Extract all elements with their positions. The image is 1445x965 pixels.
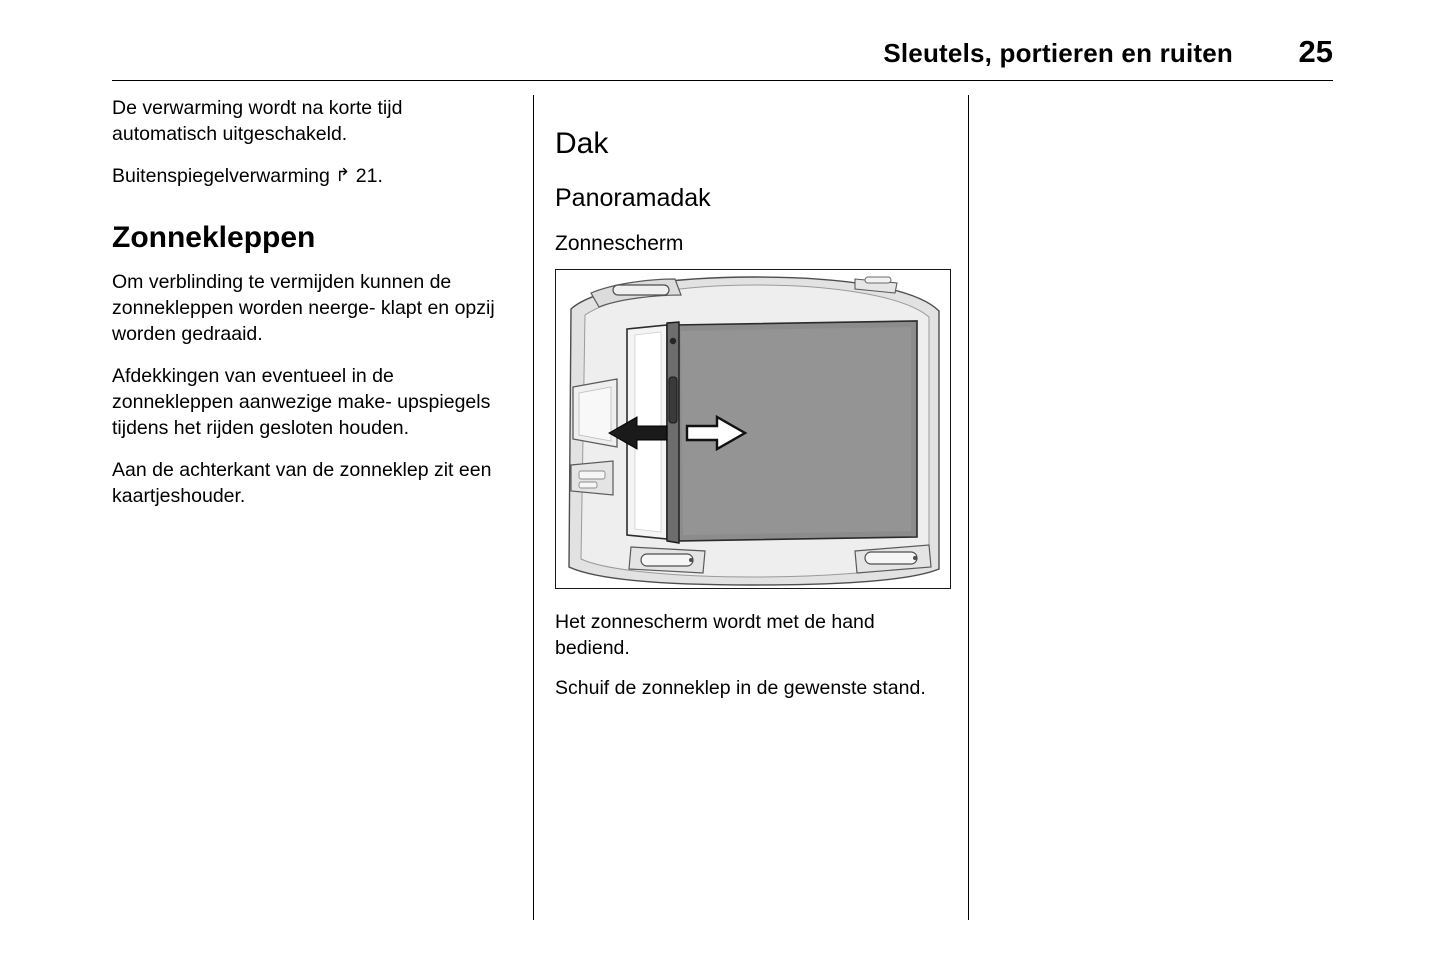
heading-zonnekleppen: Zonnekleppen (112, 221, 316, 254)
page-title: Sleutels, portieren en ruiten (883, 38, 1233, 68)
heading-panoramadak: Panoramadak (555, 184, 711, 212)
column-divider-1 (533, 95, 534, 920)
page-header (112, 34, 1333, 82)
column-right (555, 95, 953, 717)
cross-reference-page: 21. (350, 165, 383, 187)
heading-dak: Dak (555, 127, 609, 160)
page-number: 25 (1298, 34, 1333, 69)
figure-panoramic-sunblind (555, 269, 951, 589)
paragraph-sunvisor-3: Aan de achterkant van de zonneklep zit een kaartjeshouder. (112, 459, 492, 507)
header-divider (112, 80, 1333, 81)
paragraph-heating: De verwarming wordt na korte tijd automatisch uitgeschakeld. (112, 97, 403, 145)
cross-reference-label: Buitenspiegelverwarming (112, 165, 336, 187)
heading-zonnescherm: Zonnescherm (555, 232, 684, 255)
paragraph-sunblind-1: Het zonnescherm wordt met de hand bediend. (555, 611, 875, 659)
column-divider-2 (968, 95, 969, 920)
cross-reference-mirror-heating (112, 163, 512, 189)
paragraph-sunvisor-1: Om verblinding te vermijden kunnen de zonnekleppen worden neerge‐ klapt en opzij worden gedraaid. (112, 271, 495, 345)
cross-reference-icon: ↱ (335, 165, 351, 185)
column-left (112, 95, 512, 525)
paragraph-sunvisor-2: Afdekkingen van eventueel in de zonnekleppen aanwezige make‐ upspiegels tijdens het rijden gesloten houden. (112, 365, 491, 439)
paragraph-sunblind-2: Schuif de zonneklep in de gewenste stand. (555, 677, 926, 699)
